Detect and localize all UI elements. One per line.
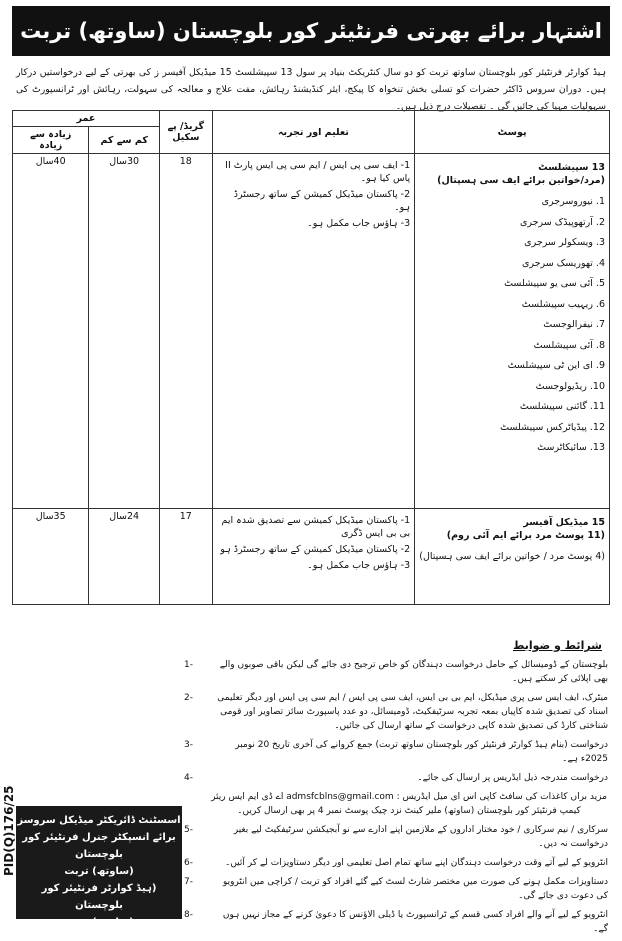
education-cell [212, 154, 414, 509]
min-age-cell: 30سال [89, 154, 160, 509]
condition-number: -3 [184, 740, 193, 750]
conditions-list [184, 658, 608, 941]
education-line: 2- پاکستان میڈیکل کمیشن کے ساتھ رجسٹرڈ ہو [220, 544, 411, 555]
education-cell [212, 509, 414, 605]
condition-item [184, 658, 608, 686]
list-item: 9. ای این ٹی سپیشلسٹ [507, 360, 605, 371]
table-header-row [13, 111, 610, 127]
education-line: 1- پاکستان میڈیکل کمیشن سے تصدیق شدہ ایم بی بی ایس ڈگری [221, 515, 411, 539]
list-item: 5. آئی سی یو سپیشلسٹ [504, 278, 605, 289]
post-cell [415, 154, 610, 509]
pid-wrapper [2, 785, 22, 886]
header-max-age: زیادہ سے زیادہ [13, 127, 89, 154]
signature-line: (ساوتھ) تربت [64, 917, 134, 928]
list-item: 10. ریڈیولوجسٹ [535, 380, 605, 392]
table-row-medical-officers [13, 509, 610, 605]
condition-text: درخواست (بنام ہیڈ کوارٹر فرنٹیئر کور بلوچستان ساوتھ تربت) جمع کروانے کی آخری تاریخ 20 نومبر 2025ء ہے۔ [235, 740, 608, 764]
post-cell [415, 509, 610, 605]
list-item: (4 پوسٹ مرد / خواتین برائے ایف سی ہسپتال) [419, 551, 605, 562]
post-subtitle: (مرد/خواتین برائے ایف سی ہسپتال) [437, 175, 605, 186]
list-item: 8. آئی سپیشلسٹ [533, 339, 605, 351]
condition-item [184, 856, 608, 870]
condition-text: دستاویزات مکمل ہونے کی صورت میں مختصر شارٹ لسٹ کیے گئے افراد کو تربت / کراچی میں انٹرویو کی دعوت دی جائے گی۔ [222, 877, 608, 901]
condition-text: انٹرویو کے لیے آنے والے افراد کسی قسم کے ٹرانسپورٹ یا ڈیلی الاؤنس کا دعویٰ کرنے کے مجاز نہیں ہوں گے۔ [222, 910, 608, 934]
condition-item [184, 823, 608, 851]
list-item: 13. سائیکاٹرسٹ [537, 442, 605, 453]
condition-item [184, 875, 608, 903]
signature-line: اسسٹنٹ ڈائریکٹر میڈیکل سروسز [17, 815, 181, 826]
signature-line: برائے انسپکٹر جنرل فرنٹیئر کور بلوچستان [22, 832, 176, 860]
header-education: تعلیم اور تجربہ [212, 111, 414, 154]
list-item: 2. آرتھوپیڈک سرجری [519, 216, 605, 228]
header-min-age: کم سے کم [89, 127, 160, 154]
condition-text: انٹرویو کے لیے آتے وقت درخواست دہندگان اپنے ساتھ تمام اصل تعلیمی اور دیگر دستاویزات لے کر آئیں۔ [225, 858, 608, 868]
list-item: 12. پیڈیاٹرکس سپیشلسٹ [500, 421, 605, 433]
condition-number: -6 [184, 858, 193, 868]
condition-number: -1 [184, 660, 193, 670]
max-age-cell: 35سال [13, 509, 89, 605]
post-subtitle: (11 پوسٹ مرد برائے ایم آئی روم) [446, 530, 605, 541]
condition-item [184, 771, 608, 785]
education-line: 3- ہاؤس جاب مکمل ہو۔ [307, 560, 411, 571]
table-row-specialists [13, 154, 610, 509]
post-title: 15 میڈیکل آفیسر [523, 517, 605, 528]
condition-number: -8 [184, 910, 193, 920]
grade-cell: 17 [159, 509, 212, 605]
posts-table [12, 110, 610, 605]
max-age-cell: 40سال [13, 154, 89, 509]
list-item: 4. تھوریسک سرجری [522, 257, 605, 269]
condition-text: میٹرک، ایف ایس سی پری میڈیکل، ایم بی بی ایس، ایف سی پی ایس / ایم سی پی ایس اور دیگر تعلیمی اسناد کی تصدیق شدہ کاپیاں بمعہ تجربہ سرٹیفکیٹ، ڈومیسائل، دو عدد پاسپورٹ سائز تصاویر اور قومی شناختی کارڈ کی تصدیق شدہ کاپی درخواست کے ساتھ ارسال کی جائیں۔ [217, 693, 608, 731]
list-item: 1. نیوروسرجری [541, 196, 605, 207]
list-item: 3. ویسکولر سرجری [524, 237, 605, 248]
condition-number: -7 [184, 877, 193, 887]
education-line: 2- پاکستان میڈیکل کمیشن کے ساتھ رجسٹرڈ ہو۔ [233, 189, 411, 213]
address-line: مزید براں کاغذات کی سافٹ کاپی اس ای میل ایڈریس : admsfcblns@gmail.com اے ڈی ایم ایس ریئر کیمپ فرنٹیئر کور بلوچستان (ساوتھ) ملیر کینٹ نزد چیک پوسٹ نمبر 4 پر بھی ارسال کریں۔ [211, 792, 607, 816]
list-item: 6. ریہیب سپیشلسٹ [521, 298, 605, 310]
signature-line: (ساوتھ) تربت [64, 866, 134, 877]
signature-line: (ہیڈ کوارٹر فرنٹیئر کور بلوچستان [41, 883, 157, 911]
signature-box [16, 806, 182, 928]
list-item: 7. نیفرالوجسٹ [543, 319, 605, 330]
condition-text: درخواست مندرجہ ذیل ایڈریس پر ارسال کی جائے۔ [417, 773, 608, 783]
grade-cell: 18 [159, 154, 212, 509]
condition-item [184, 738, 608, 766]
condition-text: بلوچستان کے ڈومیسائل کے حامل درخواست دہندگان کو خاص ترجیح دی جائے گی لیکن باقی صوبوں والے بھی اپلائی کر سکتے ہیں۔ [219, 660, 608, 684]
header-age: عمر [13, 111, 160, 127]
education-line: 1- ایف سی پی ایس / ایم سی پی ایس پارٹ II پاس کیا ہو۔ [225, 160, 411, 184]
conditions-title: شرائط و ضوابط [512, 639, 602, 652]
condition-text: سرکاری / نیم سرکاری / خود مختار اداروں کے ملازمین اپنے ادارے سے نو آبجیکشن سرٹیفکیٹ لیے بغیر درخواست نہ دیں۔ [233, 825, 608, 849]
header-post: پوسٹ [415, 111, 610, 154]
post-title: 13 سپیشلسٹ [538, 162, 605, 173]
min-age-cell: 24سال [89, 509, 160, 605]
page-title: اشتہار برائے بھرتی فرنٹیئر کور بلوچستان (ساوتھ) تربت [12, 6, 610, 56]
condition-number: -2 [184, 693, 193, 703]
condition-number: -4 [184, 773, 193, 783]
advertisement-page [2, 6, 610, 934]
pid-number: PID(Q)176/25 [2, 785, 16, 876]
list-item: 11. گائنی سپیشلسٹ [519, 401, 605, 412]
condition-number: -5 [184, 825, 193, 835]
education-line: 3- ہاؤس جاب مکمل ہو۔ [307, 218, 411, 229]
intro-paragraph: ہیڈ کوارٹر فرنٹیئر کور بلوچستان ساوتھ تربت کو دو سال کنٹریکٹ بنیاد پر سول 13 سپیشلسٹ 15 میڈیکل آفیسر ز کی بھرتی کے لیے درخواستیں درکار ہیں۔ دوران سروس ڈاکٹر حضرات کو تسلی بخش تنخواہ کا پیکج، ایئر کنڈیشنڈ رہائش، مفت علاج و معالجہ کی سہولت، رہائش اور ٹرانسپورٹ کی سہولیات مہیا کی جائیں گی ۔ تفصیلات درج ذیل ہیں۔ [16, 67, 606, 112]
condition-item [184, 691, 608, 733]
address-block [184, 790, 608, 818]
header-grade: گریڈ/ پے سکیل [159, 111, 212, 154]
